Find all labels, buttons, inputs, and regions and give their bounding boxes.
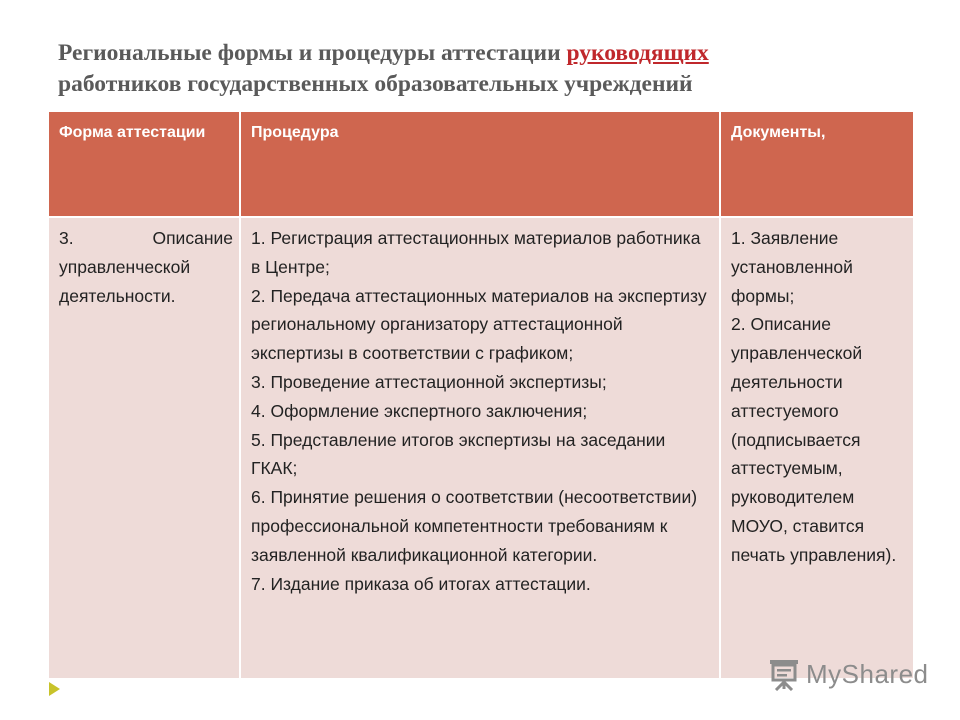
- slide-bullet-triangle-icon: [49, 682, 60, 696]
- title-line2: работников государственных образовательных учреждений: [58, 71, 693, 97]
- header-documents-label: Документы,: [731, 124, 826, 141]
- form-cell: [48, 217, 240, 679]
- procedure-step: 6. Принятие решения о соответствии (несоответствии) профессиональной компетентности требованиям к заявленной квалификационной категории.: [251, 487, 698, 565]
- header-form-label: Форма аттестации: [59, 124, 206, 141]
- header-procedure: [240, 111, 720, 217]
- document-item: 1. Заявление установленной формы;: [731, 228, 853, 306]
- watermark-text: MyShared: [806, 659, 929, 689]
- table-header-row: [48, 111, 914, 217]
- slide-title: [58, 38, 918, 100]
- procedure-step: 2. Передача аттестационных материалов на экспертизу региональному организатору аттестационной экспертизы в соответствии с графиком;: [251, 285, 707, 364]
- table-row: [48, 217, 914, 679]
- document-item: 2. Описание управленческой деятельности аттестуемого (подписывается аттестуемым, руководителем МОУО, ставится печать управления).: [731, 314, 897, 565]
- procedure-step: 4. Оформление экспертного заключения;: [251, 400, 588, 421]
- documents-list: [731, 224, 907, 570]
- presentation-board-icon: [768, 657, 800, 691]
- title-part1: Региональные формы и процедуры аттестации: [58, 40, 567, 66]
- procedure-step: 5. Представление итогов экспертизы на заседании ГКАК;: [251, 429, 666, 479]
- watermark[interactable]: [768, 654, 929, 694]
- header-procedure-label: Процедура: [251, 124, 339, 141]
- header-documents: [720, 111, 914, 217]
- attestation-table: [47, 110, 915, 680]
- procedure-step: 7. Издание приказа об итогах аттестации.: [251, 573, 591, 594]
- procedure-cell: [240, 217, 720, 679]
- header-form: [48, 111, 240, 217]
- documents-cell: [720, 217, 914, 679]
- form-cell-text: 3. Описание управленческой деятельности.: [59, 228, 233, 306]
- procedure-list: [251, 224, 713, 598]
- title-highlight-link[interactable]: руководящих: [566, 40, 709, 66]
- procedure-step: 3. Проведение аттестационной экспертизы;: [251, 371, 607, 392]
- procedure-step: 1. Регистрация аттестационных материалов работника в Центре;: [251, 228, 701, 277]
